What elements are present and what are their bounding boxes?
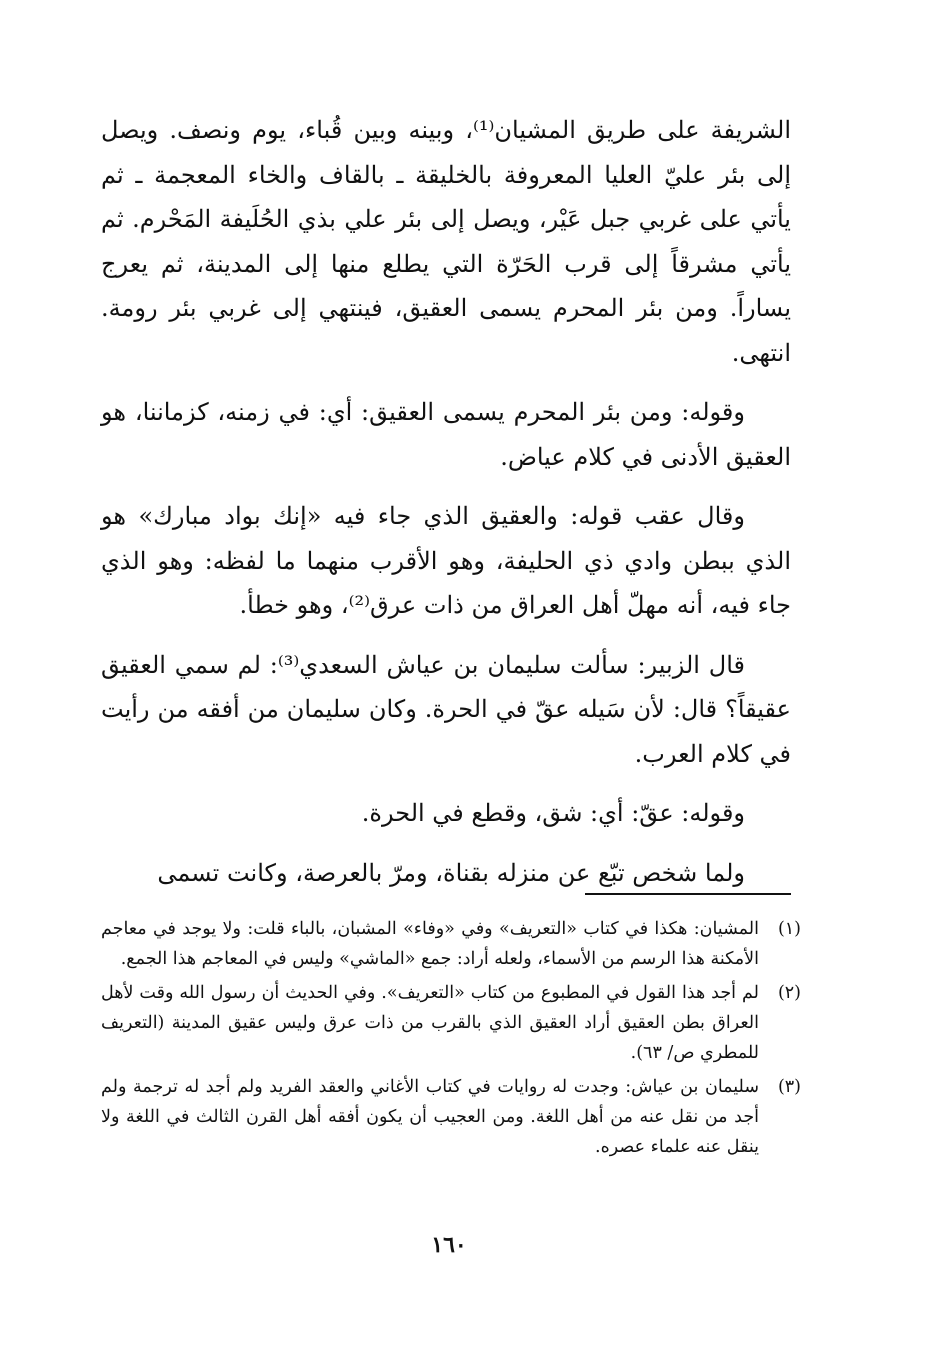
footnote-2 <box>101 978 801 1068</box>
paragraph-6: ولما شخص تبّع عن منزله بقناة، ومرّ بالعرصة، وكانت تسمى <box>157 858 745 887</box>
footnote-text: المشيان: هكذا في كتاب «التعريف» وفي «وفاء» المشبان، بالباء قلت: ولا يوجد في معاجم الأمكنة هذا الرسم من الأسماء، ولعله أراد: جمع «الماشي» وليس في المعاجم هذا الجمع. <box>101 919 759 969</box>
footnote-1 <box>101 914 801 974</box>
paragraph-2: وقوله: ومن بئر المحرم يسمى العقيق: أي: في زمنه، كزماننا، هو العقيق الأدنى في كلام عياض. <box>101 398 791 471</box>
footnote-number: (٢) <box>777 983 801 1003</box>
footnote-text: لم أجد هذا القول في المطبوع من كتاب «التعريف». وفي الحديث أن رسول الله وقت لأهل العراق بطن العقيق أراد العقيق الذي بالقرب من ذات عرق وليس عقيق المدينة (التعريف للمطري ص/ ٦٣). <box>101 983 759 1063</box>
paragraph-3: وقال عقب قوله: والعقيق الذي جاء فيه «إنك بواد مبارك» هو الذي ببطن وادي ذي الحليفة، وهو الأقرب منهما ما لفظه: وهو الذي جاء فيه، أنه مهلّ أهل العراق من ذات عرق⁽²⁾، وهو خطأ. <box>101 502 791 619</box>
footnotes <box>101 914 801 1166</box>
page-number: ١٦٠ <box>431 1232 467 1258</box>
footnote-3 <box>101 1072 801 1162</box>
footnote-number: (١) <box>777 919 801 939</box>
paragraph-1: الشريفة على طريق المشيان⁽¹⁾، وبينه وبين قُباء، يوم ونصف. ويصل إلى بئر عليّ العليا المعروفة بالخليقة ـ بالقاف والخاء المعجمة ـ ثم يأتي على غربي جبل عَيْر، ويصل إلى بئر علي بذي الحُلَيفة المَحْرم. ثم يأتي مشرقاً إلى قرب الحَرّة التي يطلع منها إلى المدينة، ثم يعرج يساراً. ومن بئر المحرم يسمى العقيق، فينتهي إلى غربي بئر رومة. انتهى. <box>101 116 792 367</box>
footnote-text: سليمان بن عياش: وجدت له روايات في كتاب الأغاني والعقد الفريد ولم أجد له ترجمة ولم أجد من نقل عنه من أهل اللغة. ومن العجيب أن يكون أفقه أهل القرن الثالث في اللغة ولا ينقل عنه علماء عصره. <box>101 1077 759 1157</box>
footnote-separator <box>585 893 791 895</box>
paragraph-5: وقوله: عقّ: أي: شق، وقطع في الحرة. <box>361 799 745 827</box>
paragraph-4: قال الزبير: سألت سليمان بن عياش السعدي⁽³⁾: لم سمي العقيق عقيقاً؟ قال: لأن سَيله عقّ في الحرة. وكان سليمان من أفقه من رأيت في كلام العرب. <box>101 650 791 768</box>
footnote-number: (٣) <box>777 1077 801 1097</box>
main-text <box>101 108 791 910</box>
